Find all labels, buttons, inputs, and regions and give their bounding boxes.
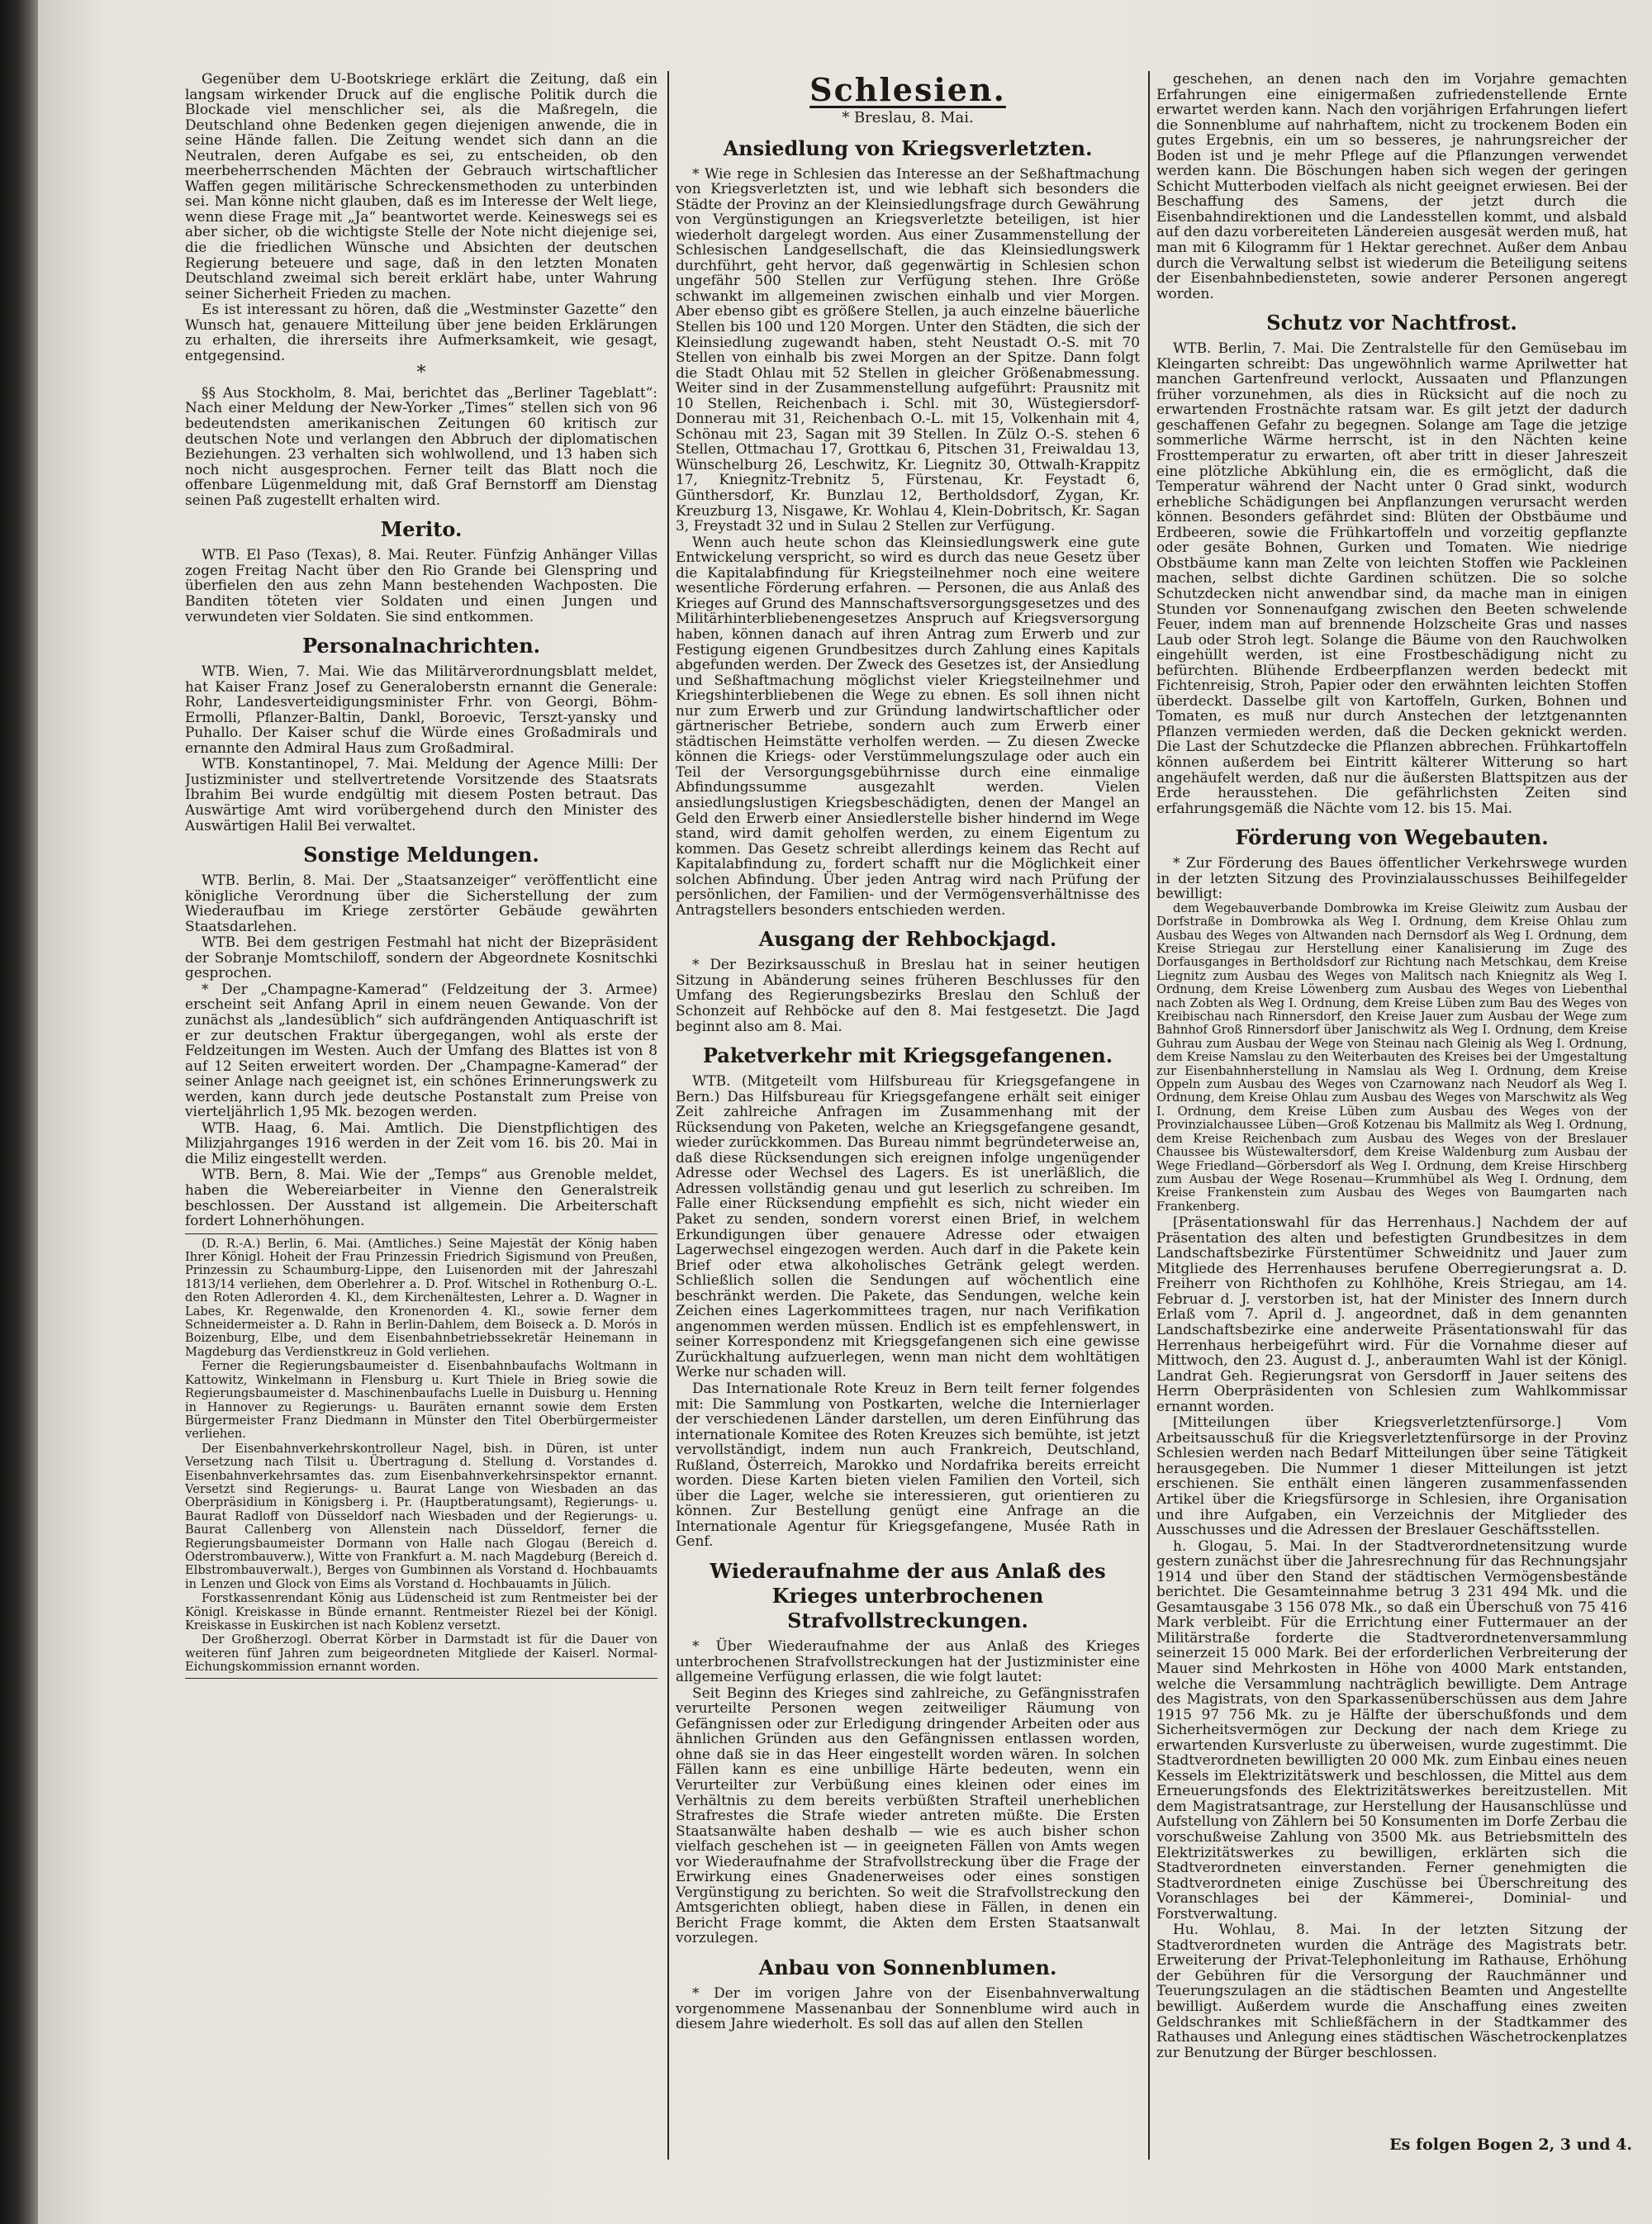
paragraph: Wenn auch heute schon das Kleinsiedlungswerk eine gute Entwickelung verspricht, so wird es durch das neue Gesetz über die Kapitalabfindung für Kriegsteilnehmer noch eine weitere wesentliche Förderung erfahren. — Personen, die aus Anlaß des Krieges auf Grund des Mannschaftsversorgungsgesetzes und des Militärhinterbliebenengesetzes Anspruch auf Kriegsversorgung haben, können danach auf ihren Antrag zum Erwerb und zur Festigung eigenen Grundbesitzes durch Zahlung eines Kapitals abgefunden werden. Der Zweck des Gesetzes ist, der Ansiedlung und Seßhaftmachung möglichst vieler Kriegsteilnehmer und Kriegshinterbliebenen die Wege zu ebnen. Es soll ihnen nicht nur zum Erwerb und zur Gründung landwirtschaftlicher oder gärtnerischer Betriebe, sondern auch zum Erwerb einer städtischen Heimstätte verholfen werden. — Zu diesen Zwecke können die Kriegs- oder Verstümmelungszulage oder auch ein Teil der Versorgungsgebührnisse durch eine einmalige Abfindungssumme ausgezahlt werden. Vielen ansiedlungslustigen Kriegsbeschädigten, denen der Mangel an Geld den Erwerb einer Ansiedlerstelle bisher hindernd im Wege stand, wird damit geholfen werden, zu einem Eigentum zu kommen. Das Gesetz schreibt allerdings keinem das Recht auf Kapitalabfindung zu, fordert schafft nur die Möglichkeit einer solchen Abfindung. Über jeden Antrag wird nach Prüfung der persönlichen, der Familien- und der Vermögensverhältnisse des Antragstellers besonders entschieden werden.	[676, 533, 1140, 918]
paragraph: * Der Bezirksausschuß in Breslau hat in seiner heutigen Sitzung in Abänderung seines früheren Beschlusses für den Umfang des Regierungsbezirks Breslau den Schluß der Schonzeit auf Rehböcke auf den 8. Mai festgesetzt. Die Jagd beginnt also am 8. Mai.	[676, 956, 1140, 1034]
paragraph: Der Eisenbahnverkehrskontrolleur Nagel, bish. in Düren, ist unter Versetzung nach Tilsit u. Übertragung d. Stellung d. Vorstandes d. Eisenbahnverkehrsamtes das. zum Eisenbahnverkehrsinspektor ernannt. Versetzt sind Regierungs- u. Baurat Lange von Wiesbaden an das Oberpräsidium in Königsberg i. Pr. (Hauptberatungsamt), Regierungs- u. Baurat Radloff von Düsseldorf nach Wiesbaden und der Regierungs- u. Baurat Callenberg von Allenstein nach Düsseldorf, ferner die Regierungsbaumeister Dormann von Halle nach Glogau (Bereich d. Oderstrombauverw.), Witte von Frankfurt a. M. nach Magdeburg (Bereich d. Elbstrombauverwalt.), Berges von Gumbinnen als Vorstand d. Hochbauamts in Lenzen und Glock von Eims als Vorstand d. Hochbauamts in Jülich.	[185, 1441, 657, 1591]
paragraph: §§ Aus Stockholm, 8. Mai, berichtet das „Berliner Tageblatt“: Nach einer Meldung der New-Yorker „Times“ stellen sich von 96 bedeutendsten amerikanischen Zeitungen 60 kritisch zur deutschen Note und verlangen den Abbruch der diplomatischen Beziehungen. 23 verhalten sich wohlwollend, und 13 haben sich noch nicht ausgesprochen. Ferner teilt das Blatt noch die offenbare Lügenmeldung mit, daß Graf Bernstorff am Dienstag seinen Paß zugestellt erhalten wird.	[185, 383, 657, 508]
column-rule-left	[667, 71, 669, 2160]
column-right	[1156, 71, 1627, 2120]
paragraph: Der Großherzogl. Oberrat Körber in Darmstadt ist für die Dauer von weiteren fünf Jahren zum beigeordneten Mitgliede der Kaiserl. Normal-Eichungskommission ernannt worden.	[185, 1632, 657, 1675]
court-news	[185, 1233, 657, 1679]
paragraph: [Mitteilungen über Kriegsverletztenfürsorge.] Vom Arbeitsausschuß für die Kriegsverletztenfürsorge in der Provinz Schlesien werden nach Bedarf Mitteilungen über seine Tätigkeit herausgegeben. Die Nummer 1 dieser Mitteilungen ist jetzt erschienen. Sie enthält einen längeren zusammenfassenden Artikel über die Kriegsfürsorge in Schlesien, ihre Organisation und ihre Aufgaben, ein Verzeichnis der Mitglieder des Ausschusses und die Adressen der Breslauer Geschäftsstellen.	[1156, 1414, 1627, 1538]
heading-ansiedlung: Ansiedlung von Kriegsverletzten.	[723, 135, 1093, 160]
paragraph: WTB. Bern, 8. Mai. Wie der „Temps“ aus Grenoble meldet, haben die Webereiarbeiter in Vienne den Generalstreik beschlossen. Der Ausstand ist allgemein. Die Arbeiterschaft fordert Lohnerhöhungen.	[185, 1166, 657, 1229]
paragraph: * Der im vorigen Jahre von der Eisenbahnverwaltung vorgenommene Massenanbau der Sonnenblume wird auch in diesem Jahre wiederholt. Es soll das auf allen den Stellen	[676, 1984, 1140, 2032]
paragraph: Ferner die Regierungsbaumeister d. Eisenbahnbaufachs Woltmann in Kattowitz, Winkelmann in Flensburg u. Kurt Thiele in Brieg sowie die Regierungsbaumeister d. Maschinenbaufachs Luelle in Duisburg u. Henning in Hannover zu Regierungs- u. Bauräten ernannt sowie dem Ersten Bürgermeister Franz Diedmann in Münster den Titel Oberbürgermeister verliehen.	[185, 1359, 657, 1442]
continuation-note: Es folgen Bogen 2, 3 und 4.	[1389, 2136, 1632, 2154]
paragraph: [Präsentationswahl für das Herrenhaus.] Nachdem der auf Präsentation des alten und befestigten Grundbesitzes in dem Landschaftsbezirke Fürstentümer Schweidnitz und Jauer zum Mitgliede des Herrenhauses berufene Oberregierungsrat a. D. Freiherr von Richthofen zu Kohlhöhe, Kreis Striegau, am 14. Februar d. J. verstorben ist, hat der Minister des Innern durch Erlaß vom 7. April d. J. angeordnet, daß in dem genannten Landschaftsbezirke eine anderweite Präsentationswahl für das Herrenhaus herbeigeführt wird. Für die Vornahme dieser auf Mittwoch, den 23. August d. J., anberaumten Wahl ist der Königl. Landrat Geh. Regierungsrat von Gersdorff in Jauer seitens des Herrn Oberpräsidenten von Schlesien zum Wahlkommissar ernannt worden.	[1156, 1214, 1627, 1414]
paragraph: Das Internationale Rote Kreuz in Bern teilt ferner folgendes mit: Die Sammlung von Postkarten, welche die Internierlager der verschiedenen Länder darstellen, um deren Einführung das internationale Komitee des Roten Kreuzes sich bemühte, ist jetzt vervollständigt, indem nun auch Frankreich, Deutschland, Rußland, Österreich, Marokko und Nordafrika bereits erreicht worden. Diese Karten bieten vielen Familien den Vorteil, sich über die Lager, welche sie interessieren, gut orientieren zu können. Zur Bestellung genügt eine Anfrage an die Internationale Agentur für Kriegsgefangene, Musée Rath in Genf.	[676, 1380, 1140, 1550]
paragraph: * Der „Champagne-Kamerad“ (Feldzeitung der 3. Armee) erscheint seit Anfang April in einem neuen Gewande. Von der zunächst als „landesüblich“ sich aufdrängenden Antiquaschrift ist er zur deutschen Fraktur übergegangen, wohl als erste der Feldzeitungen im Westen. Auch der Umfang des Blattes ist von 8 auf 12 Seiten erweitert worden. Der „Champagne-Kamerad“ der seiner Anlage nach geeignet ist, ein schönes Erinnerungswerk zu werden, kann durch jede deutsche Postanstalt zum Preise von vierteljährlich 1,95 Mk. bezogen werden.	[185, 980, 657, 1120]
paragraph: WTB. (Mitgeteilt vom Hilfsbureau für Kriegsgefangene in Bern.) Das Hilfsbureau für Kriegsgefangene erhält seit einiger Zeit zahlreiche Anfragen im Zusammenhang mit der Rücksendung von Paketen, welche an Kriegsgefangene gesandt, wieder zurückkommen. Das Bureau nimmt begründeterweise an, daß diese Rücksendungen sich ereignen infolge ungenügender Adresse oder Wechsel des Lagers. Es ist unerläßlich, die Adressen vollständig genau und gut leserlich zu schreiben. Im Falle einer Rücksendung empfiehlt es sich, nicht wieder ein Paket zu senden, sondern vorerst einen Brief, in welchem Erkundigungen über genauere Adresse oder etwaigen Lagerwechsel eingezogen werden. Auch darf in die Pakete kein Brief oder etwa alkoholisches Getränk gelegt werden. Schließlich sollen die Sendungen auf wöchentlich eine beschränkt werden. Die Pakete, das Sendungen, welche kein Zeichen eines Lagerkommittees tragen, nur nach Verifikation angenommen werden müssen. Endlich ist es empfehlenswert, in seiner Korrespondenz mit Kriegsgefangenen sich eine gewisse Zurückhaltung aufzuerlegen, wenn man nicht dem wohltätigen Werke nur schaden will.	[676, 1072, 1140, 1380]
column-left	[185, 71, 657, 2203]
paragraph: WTB. Berlin, 7. Mai. Die Zentralstelle für den Gemüsebau im Kleingarten schreibt: Das ungewöhnlich warme Aprilwetter hat manchen Gartenfreund verlockt, Aussaaten und Pflanzungen früher vorzunehmen, als dies in Rücksicht auf die noch zu erwartenden Frostnächte ratsam war. Es gilt jetzt der dadurch geschaffenen Gefahr zu begegnen. Solange am Tage die jetzige sommerliche Wärme herrscht, ist in den Nächten keine Frosttemperatur zu erwarten, oft aber tritt in dieser Jahreszeit eine plötzliche Abkühlung ein, die es ermöglicht, daß die Temperatur während der Nacht unter 0 Grad sinkt, wodurch erhebliche Schädigungen bei Anpflanzungen verursacht werden können. Besonders gefährdet sind: Blüten der Obstbäume und Erdbeeren, sowie die Frühkartoffeln und vorzeitig gepflanzte oder gesäte Bohnen, Gurken und Tomaten. Wie niedrige Obstbäume kann man Zelte von leichten Stoffen wie Packleinen machen, selbst dichte Gardinen schützen. Die so solche Schutzdecken nicht anwendbar sind, da mache man in einigen Stunden vor Sonnenaufgang zwischen den Beeten schwelende Feuer, indem man auf brennende Holzscheite Gras und nasses Laub oder Stroh legt. Solange die Bäume von den Rauchwolken eingehüllt werden, ist eine Frostbeschädigung nicht zu befürchten. Blühende Erdbeerpflanzen werden bedeckt mit Fichtenreisig, Stroh, Papier oder den erwähnten leichten Stoffen überdeckt. Dasselbe gilt von Kartoffeln, Gurken, Bohnen und Tomaten, es muß nur durch Anstechen der letztgenannten Pflanzen vermieden werden, daß die Decken geknickt werden. Die Last der Schutzdecke die Pflanzen abbrechen. Frühkartoffeln können außerdem bei Eintritt kälterer Witterung so hart angehäufelt werden, daß nur die äußersten Blattspitzen aus der Erde herausstehen. Die gefährlichsten Zeiten sind erfahrungsgemäß die Nächte vom 12. bis 15. Mai.	[1156, 340, 1627, 816]
paragraph: WTB. Bei dem gestrigen Festmahl hat nicht der Bizepräsident der Sobranje Momtschiloff, sondern der Abgeordnete Kosnitschki gesprochen.	[185, 934, 657, 981]
book-binding	[0, 0, 38, 2224]
paragraph: * Wie rege in Schlesien das Interesse an der Seßhaftmachung von Kriegsverletzten ist, und wie lebhaft sich besonders die Städte der Provinz an der Kleinsiedlungsfrage durch Gewährung von Vergünstigungen an Kriegsverletzte beteiligen, ist hier wiederholt dargelegt worden. Aus einer Zusammenstellung der Schlesischen Landgesellschaft, die das Kleinsiedlungswerk durchführt, geht hervor, daß gegenwärtig in Schlesien schon ungefähr 500 Stellen zur Verfügung stehen. Ihre Größe schwankt im allgemeinen zwischen einhalb und vier Morgen. Aber ebenso gibt es größere Stellen, ja auch einzelne bäuerliche Stellen bis 100 und 120 Morgen. Unter den Städten, die sich der Kleinsiedlung zugewandt haben, steht Neustadt O.-S. mit 70 Stellen von einhalb bis zwei Morgen an der Spitze. Dann folgt die Stadt Ohlau mit 52 Stellen in gleicher Größenabmessung. Weiter sind in der Zusammenstellung aufgeführt: Prausnitz mit 10 Stellen, Reichenbach i. Schl. mit 30, Wüstegiersdorf-Donnerau mit 31, Reichenbach O.-L. mit 15, Volkenhain mit 4, Schönau mit 23, Sagan mit 39 Stellen. In Zülz O.-S. stehen 6 Stellen, Ottmachau 17, Grottkau 6, Pitschen 31, Freiwaldau 13, Wünschelburg 26, Leschwitz, Kr. Liegnitz 30, Ottwalh-Krappitz 17, Kniegnitz-Trebnitz 5, Fürstenau, Kr. Feystadt 6, Günthersdorf, Kr. Bunzlau 12, Bertholdsdorf, Zygan, Kr. Kreuzburg 13, Nisgawe, Kr. Wohlau 4, Klein-Dobritsch, Kr. Sagan 3, Freystadt 32 und in Sulau 2 Stellen zur Verfügung.	[676, 164, 1140, 535]
column-middle	[676, 71, 1140, 2203]
paragraph: Es ist interessant zu hören, daß die „Westminster Gazette“ den Wunsch hat, genauere Mitteilung über jene beiden Erklärungen zu erhalten, die ihrerseits ihre Aufmerksamkeit, wie gesagt, entgegensind.	[185, 301, 657, 364]
heading-rehbockjagd: Ausgang der Rehbockjagd.	[758, 927, 1057, 952]
paragraph: WTB. Berlin, 8. Mai. Der „Staatsanzeiger“ veröffentlicht eine königliche Verordnung über die Sicherstellung der zum Wiederaufbau im Kriege zerstörter Gebäude gewährten Staatsdarlehen.	[185, 872, 657, 934]
paragraph: * Über Wiederaufnahme der aus Anlaß des Krieges unterbrochenen Strafvollstreckungen hat der Justizminister eine allgemeine Verfügung erlassen, die wie folgt lautet:	[676, 1637, 1140, 1685]
dateline: * Breslau, 8. Mai.	[842, 109, 974, 126]
paragraph: Seit Beginn des Krieges sind zahlreiche, zu Gefängnisstrafen verurteilte Personen wegen zeitweiliger Räumung von Gefängnissen oder zur Erledigung dringender Arbeiten oder aus ähnlichen Gründen aus den Gefängnissen entlassen worden, ohne daß sie in das Heer eingestellt worden wären. In solchen Fällen kann es eine unbillige Härte bedeuten, wenn ein Verurteilter zur Verbüßung eines kleinen oder eines im Verhältnis zu dem bereits verbüßten Strafteil unerheblichen Strafrestes die Strafe wieder antreten müßte. Die Ersten Staatsanwälte haben deshalb — wie es auch bisher schon vielfach geschehen ist — in geeigneten Fällen von Amts wegen vor Wiederaufnahme der Strafvollstreckung über die Frage der Erwirkung eines Gnadenerweises oder eines sonstigen Vergünstigung zu berichten. So weit die Strafvollstreckung den Amtsgerichten obliegt, haben diese in Fällen, in denen ein Bericht Frage kommt, die Akten dem Ersten Staatsanwalt vorzulegen.	[676, 1684, 1140, 1946]
heading-paketverkehr: Paketverkehr mit Kriegsgefangenen.	[702, 1043, 1113, 1068]
paragraph: (D. R.-A.) Berlin, 6. Mai. (Amtliches.) Seine Majestät der König haben Ihrer Königl. Hoheit der Frau Prinzessin Friedrich Sigismund von Preußen, Prinzessin zu Schaumburg-Lippe, den Luisenorden mit der Jahreszahl 1813/14 verliehen, dem Oberlehrer a. D. Prof. Witschel in Rothenburg O.-L. den Roten Adlerorden 4. Kl., dem Kirchenältesten, Lehrer a. D. Wagner in Labes, Kr. Regenwalde, den Kronenorden 4. Kl., sowie ferner dem Schneidermeister a. D. Rahn in Berlin-Dahlem, dem Boiseck a. D. Morós in Boizenburg, Elbe, und dem Eisenbahnbetriebssekretär Heinemann in Magdeburg das Verdienstkreuz in Gold verliehen.	[185, 1236, 657, 1359]
heading-strafvollstreckung: Wiederaufnahme der aus Anlaß des Krieges unterbrochenen Strafvollstreckungen.	[710, 1559, 1106, 1633]
heading-mexico: Merito.	[380, 517, 463, 542]
paragraph: WTB. Haag, 6. Mai. Amtlich. Die Dienstpflichtigen des Milizjahrganges 1916 werden in der Zeit vom 16. bis 20. Mai in die Miliz eingestellt werden.	[185, 1119, 657, 1167]
paragraph: Gegenüber dem U-Bootskriege erklärt die Zeitung, daß ein langsam wirkender Druck auf die englische Politik durch die Blockade viel menschlicher sei, als die Maßregeln, die Deutschland ohne Bedenken gegen diejenigen anwende, die in seine Hände fallen. Die Zeitung wendet sich dann an die Neutralen, deren Aufgabe es sei, zu entscheiden, ob den meerbeherrschenden Mächten der Gebrauch wirtschaftlicher Waffen gegen militärische Schreckensmethoden zu unterbinden sei. Man könne nicht glauben, daß es im Interesse der Welt liege, wenn diese Frage mit „Ja“ beantwortet werde. Keineswegs sei es aber sicher, ob die wichtigste Stelle der Note nicht diejenige sei, die die friedlichen Wünsche und Absichten der deutschen Regierung beteuere und sage, daß in den letzten Monaten Deutschland zweimal sich bereit erklärt habe, unter Wahrung seiner Sicherheit Frieden zu machen.	[185, 71, 657, 302]
newspaper-page	[38, 0, 1652, 2224]
section-title-schlesien: Schlesien.	[809, 71, 1006, 108]
paragraph: Hu. Wohlau, 8. Mai. In der letzten Sitzung der Stadtverordneten wurden die Anträge des Magistrats betr. Erweiterung der Privat-Telephonleitung im Rathause, Erhöhung der Gebühren für die Versorgung der Rauchmänner und Teuerungszulagen an die städtischen Beamten und Angestellte bewilligt. Außerdem wurde die Anschaffung eines zweiten Geldschrankes mit Schließfächern in der Stadtkammer des Rathauses und Anlegung eines städtischen Wäschetrockenplatzes zur Benutzung der Bürger beschlossen.	[1156, 1921, 1627, 2060]
paragraph: Forstkassenrendant König aus Lüdenscheid ist zum Rentmeister bei der Königl. Kreiskasse in Bünde ernannt. Rentmeister Riezel bei der Königl. Kreiskasse in Euskirchen ist nach Koblenz versetzt.	[185, 1591, 657, 1633]
heading-sonstige: Sonstige Meldungen.	[303, 843, 539, 867]
heading-personal: Personalnachrichten.	[302, 634, 540, 658]
column-rule-right	[1148, 71, 1150, 2160]
paragraph: WTB. Wien, 7. Mai. Wie das Militärverordnungsblatt meldet, hat Kaiser Franz Josef zu Generaloberstn ernannt die Generale: Rohr, Landesverteidigungsminister Frhr. von Georgi, Böhm-Ermolli, Pflanzer-Baltin, Dankl, Boroevic, Terszt-yansky und Puhallo. Der Kaiser schuf die Würde eines Großadmirals und ernannte den Admiral Haus zum Großadmiral.	[185, 663, 657, 756]
paragraph: dem Wegebauverbande Dombrowka im Kreise Gleiwitz zum Ausbau der Dorfstraße in Dombrowka als Weg I. Ordnung, dem Kreise Ohlau zum Ausbau des Weges von Altwanden nach Dernsdorf als Weg I. Ordnung, dem Kreise Striegau zur Herstellung einer Kanalisierung im Zuge des Dorfausganges in Bertholdsdorf zur Richtung nach Metschkau, dem Kreise Liegnitz zum Ausbau des Weges von Malitsch nach Kniegnitz als Weg I. Ordnung, dem Kreise Löwenberg zum Ausbau des Weges von Liebenthal nach Zobten als Weg I. Ordnung, dem Kreise Lüben zum Bau des Weges von Kreibischau nach Rinnersdorf, den Kreise Jauer zum Ausbau der Wege zum Bahnhof Groß Rinnersdorf über Janischwitz als Weg I. Ordnung, dem Kreise Guhrau zum Ausbau der Wege von Steinau nach Gleinig als Weg I. Ordnung, dem Kreise Namslau zu den Weiterbauten des Kreises bei der Umgestaltung zur Eisenbahnherstellung in Namslau als Weg I. Ordnung, dem Kreise Oppeln zum Ausbau des Weges von Czarnowanz nach Neudorf als Weg I. Ordnung, dem Kreise Ohlau zum Ausbau des Weges von Marschwitz als Weg I. Ordnung, dem Kreise Lüben zum Ausbau des Weges von der Provinzialchaussee Lüben—Groß Kotzenau bis Mallmitz als Weg I. Ordnung, dem Kreise Reichenbach zum Ausbau des Weges von der Breslauer Chaussee bis Wüstewaltersdorf, dem Kreise Waldenburg zum Ausbau der Wege Friedland—Görbersdorf als Weg I. Ordnung, dem Kreise Hirschberg zum Ausbau der Wege Rosenau—Krummhübel als Weg I. Ordnung, dem Kreise Frankenstein zum Ausbau des Weges von Baumgarten nach Frankenberg.	[1156, 901, 1627, 1214]
paragraph: WTB. El Paso (Texas), 8. Mai. Reuter. Fünfzig Anhänger Villas zogen Freitag Nacht über den Rio Grande bei Glenspring und überfielen den aus zehn Mann bestehenden Wachposten. Die Banditen töteten vier Soldaten und einen Jungen und verwundeten vier Soldaten. Sie sind entkommen.	[185, 546, 657, 625]
heading-nachtfrost: Schutz vor Nachtfrost.	[1266, 311, 1517, 335]
heading-sonnenblumen: Anbau von Sonnenblumen.	[758, 1955, 1057, 1979]
paragraph: * Zur Förderung des Baues öffentlicher Verkehrswege wurden in der letzten Sitzung des Provinzialausschusses Beihilfegelder bewilligt:	[1156, 854, 1627, 902]
paragraph: geschehen, an denen nach den im Vorjahre gemachten Erfahrungen eine einigermaßen zufriedenstellende Ernte erwartet werden kann. Nach den vorjährigen Erfahrungen liefert die Sonnenblume auf nahrhaftem, nicht zu trockenem Boden ein gutes Ergebnis, ein um so besseres, je nahrungsreicher der Boden ist und je mehr Pflege auf die Pflanzungen verwendet werden kann. Die Böschungen haben sich wegen der geringen Schicht Mutterboden vielfach als nicht geeignet erwiesen. Bei der Beschaffung des Samens, der jetzt durch die Eisenbahndirektionen und die Landesstellen kommt, und alsbald auf den dazu vorbereiteten Ländereien ausgesät werden muß, hat man mit 6 Kilogramm für 1 Hektar gerechnet. Außer dem Anbau durch die Verwaltung selbst ist wiederum die Beteiligung seitens der Eisenbahnbediensteten, sowie anderer Personen angeregt worden.	[1156, 71, 1627, 302]
paragraph: WTB. Konstantinopel, 7. Mai. Meldung der Agence Milli: Der Justizminister und stellvertretende Vorsitzende des Staatsrats Ibrahim Bei wurde endgültig mit diesem Posten betraut. Das Auswärtige Amt wird vorübergehend durch den Minister des Auswärtigen Halil Bei verwaltet.	[185, 755, 657, 834]
paragraph: h. Glogau, 5. Mai. In der Stadtverordnetensitzung wurde gestern zunächst über die Jahresrechnung für das Rechnungsjahr 1914 und über den Stand der städtischen Vermögensbestände berichtet. Die Gesamteinnahme betrug 3 231 494 Mk. und die Gesamtausgabe 3 156 078 Mk., so daß ein Überschuß von 75 416 Mark verbleibt. Für die Errichtung einer Futtermauer an der Militärstraße forderte die Stadtverordnetenversammlung seinerzeit 15 000 Mark. Bei der erforderlichen Verbreiterung der Mauer sind Mehrkosten in Höhe von 4000 Mark entstanden, welche die Versammlung nachträglich bewilligte. Dem Antrage des Magistrats, von den Sparkassenüberschüssen aus dem Jahre 1915 97 756 Mk. zu je Hälfte der überschußfonds und dem Sicherheitsvermögen zur Deckung der nach dem Kriege zu erwartenden Kursverluste zu überweisen, wurde zugestimmt. Die Stadtverordneten bewilligten 20 000 Mk. zum Einbau eines neuen Kessels im Elektrizitätswerk und beschlossen, die Mittel aus dem Erneuerungsfonds des Elektrizitätswerkes bereitzustellen. Mit dem Magistratsantrage, zur Herstellung der Hausanschlüsse und Aufstellung von Zählern bei 50 Konsumenten im Dorfe Zerbau die vorschußweise Zahlung von 3500 Mk. aus Betriebsmitteln des Elektrizitätswerkes zu bewilligen, erklärten sich die Stadtverordneten einverstanden. Ferner genehmigten die Stadtverordneten einige Zuschüsse bei Überschreitung des Voranschlages bei der Kämmerei-, Dominial- und Forstverwaltung.	[1156, 1537, 1627, 1922]
heading-wegebauten: Förderung von Wegebauten.	[1235, 825, 1549, 850]
separator-star: *	[416, 363, 426, 384]
